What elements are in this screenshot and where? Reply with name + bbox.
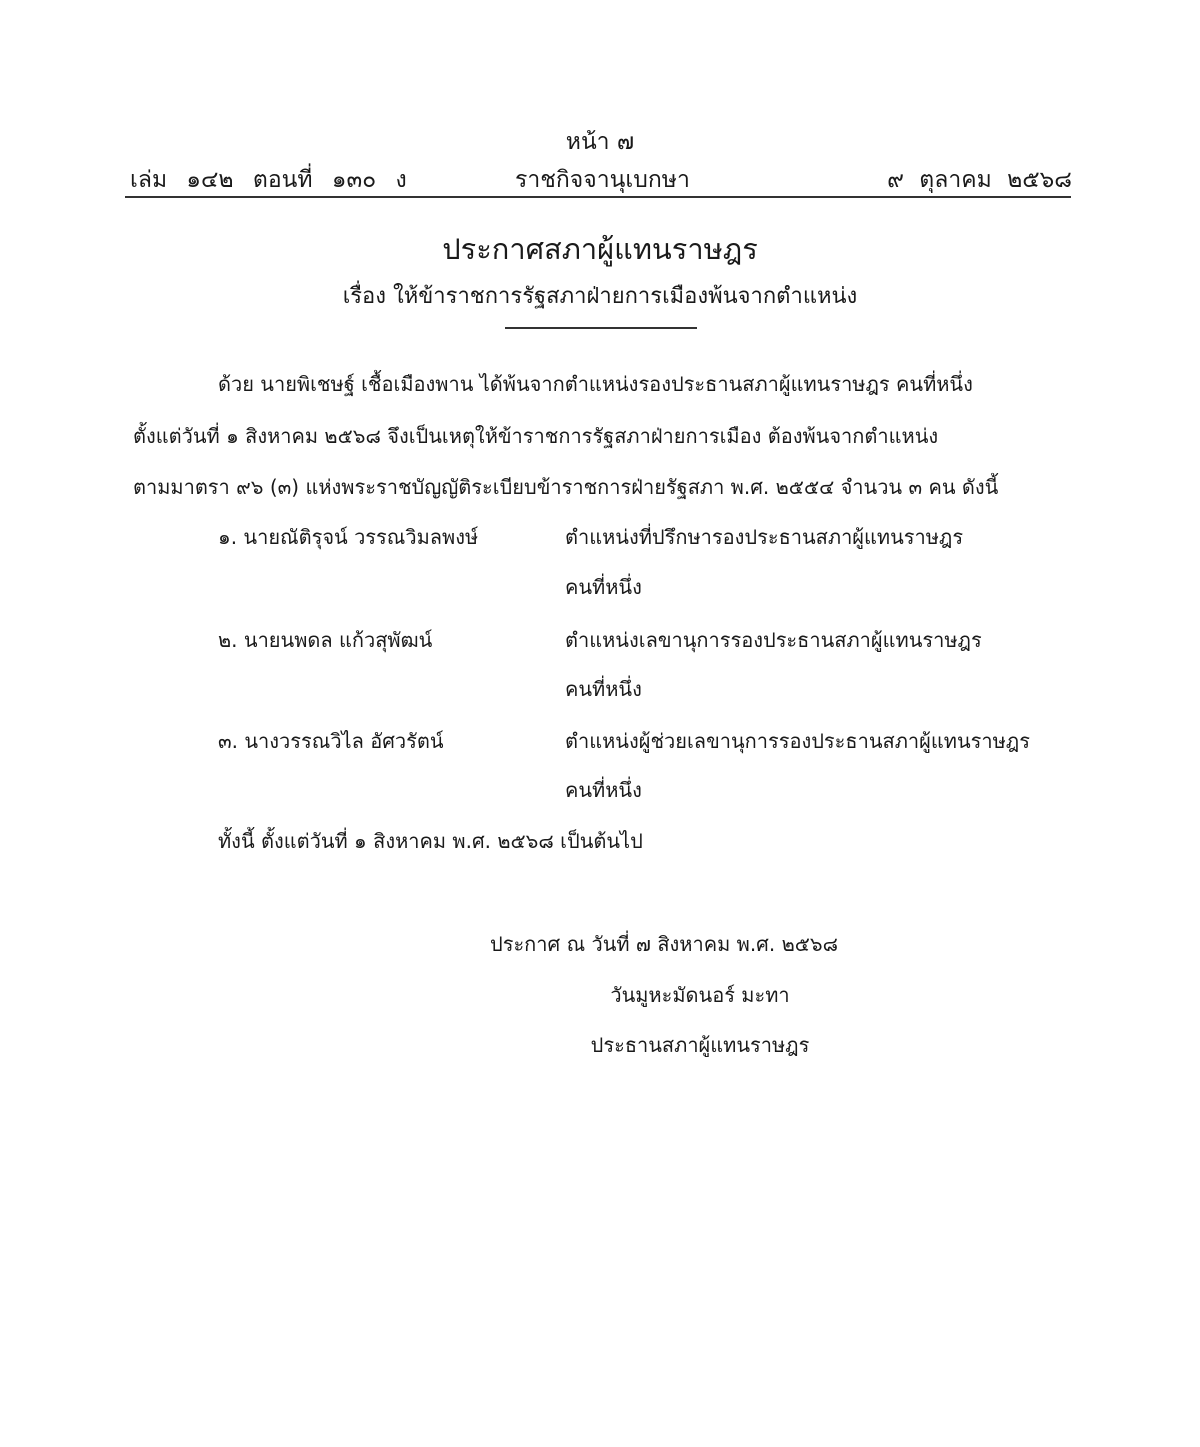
page-number: หน้า ๗	[565, 129, 635, 155]
effective-date: ทั้งนี้ ตั้งแต่วันที่ ๑ สิงหาคม พ.ศ. ๒๕๖๘ เป็นต้นไป	[218, 829, 643, 853]
official-name: ๑. นายณัติรุจน์ วรรณวิมลพงษ์	[218, 525, 479, 549]
volume-issue: เล่ม ๑๔๒ ตอนที่ ๑๓๐ ง	[130, 167, 407, 193]
official-position: ตำแหน่งที่ปรึกษารองประธานสภาผู้แทนราษฎร	[565, 525, 964, 549]
title-divider	[505, 327, 697, 329]
gazette-name: ราชกิจจานุเบกษา	[515, 167, 690, 193]
body-line: ตามมาตรา ๙๖ (๓) แห่งพระราชบัญญัติระเบียบข้าราชการฝ่ายรัฐสภา พ.ศ. ๒๕๕๔ จำนวน ๓ คน ดังนี้	[133, 475, 999, 499]
header-divider	[125, 196, 1071, 198]
official-position: ตำแหน่งผู้ช่วยเลขานุการรองประธานสภาผู้แทนราษฎร	[565, 729, 1030, 753]
body-line: ด้วย นายพิเชษฐ์ เชื้อเมืองพาน ได้พ้นจากตำแหน่งรองประธานสภาผู้แทนราษฎร คนที่หนึ่ง	[218, 372, 973, 396]
official-name: ๒. นายนพดล แก้วสุพัฒน์	[218, 628, 433, 652]
signatory-name: วันมูหะมัดนอร์ มะทา	[610, 983, 790, 1007]
signature-date: ประกาศ ณ วันที่ ๗ สิงหาคม พ.ศ. ๒๕๖๘	[490, 932, 839, 956]
official-name: ๓. นางวรรณวิไล อัศวรัตน์	[218, 729, 444, 753]
signatory-title: ประธานสภาผู้แทนราษฎร	[590, 1033, 810, 1057]
official-position-cont: คนที่หนึ่ง	[565, 575, 642, 599]
official-position-cont: คนที่หนึ่ง	[565, 677, 642, 701]
announcement-subject: เรื่อง ให้ข้าราชการรัฐสภาฝ่ายการเมืองพ้นจากตำแหน่ง	[342, 284, 858, 309]
gazette-date: ๙ ตุลาคม ๒๕๖๘	[887, 167, 1072, 193]
official-position: ตำแหน่งเลขานุการรองประธานสภาผู้แทนราษฎร	[565, 628, 982, 652]
body-line: ตั้งแต่วันที่ ๑ สิงหาคม ๒๕๖๘ จึงเป็นเหตุให้ข้าราชการรัฐสภาฝ่ายการเมือง ต้องพ้นจากตำแหน่ง	[133, 424, 939, 448]
announcement-title: ประกาศสภาผู้แทนราษฎร	[442, 232, 758, 266]
official-position-cont: คนที่หนึ่ง	[565, 778, 642, 802]
